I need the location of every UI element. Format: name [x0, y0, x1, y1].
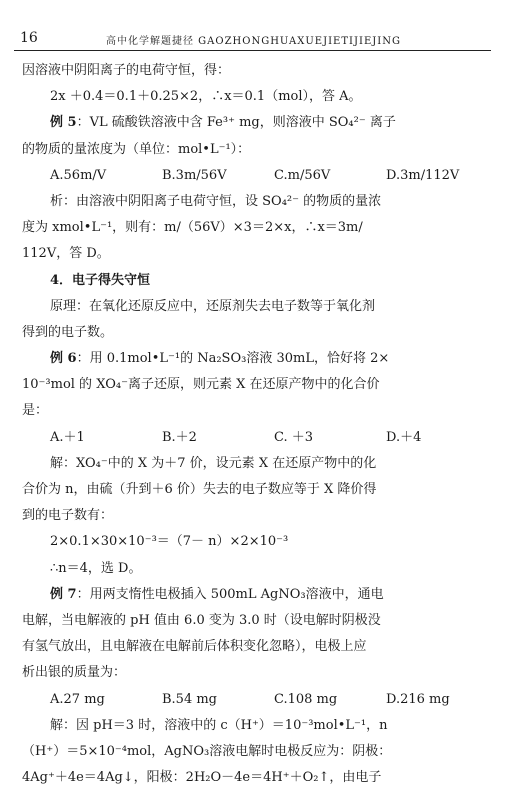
line-text: ：用 0.1mol•L⁻¹的 Na₂SO₃溶液 30mL，恰好将 2×: [76, 351, 390, 367]
bold-label: 例 5: [50, 115, 77, 131]
line-text: ：用两支惰性电极插入 500mL AgNO₃溶液中，通电: [76, 586, 384, 602]
line-text: 因溶液中阴阳离子的电荷守恒，得：: [22, 63, 231, 78]
answer-option: B.3m/56V: [162, 167, 227, 183]
text-line: [22, 739, 491, 765]
line-text: 10⁻³mol 的 XO₄⁻离子还原，则元素 X 在还原产物中的化合价: [22, 377, 380, 393]
text-line: [22, 634, 491, 660]
line-text: 的物质的量浓度为（单位：mol•L⁻¹）：: [22, 141, 251, 157]
text-line: [22, 189, 491, 215]
answer-option: C. ＋3: [274, 429, 314, 445]
line-text: 2×0.1×30×10⁻³＝（7－ n）×2×10⁻³: [50, 534, 289, 550]
page-number: 16: [20, 30, 38, 46]
text-line: [22, 503, 491, 529]
text-line: [22, 137, 491, 163]
answer-option: A.＋1: [50, 429, 85, 445]
text-line: [22, 215, 491, 241]
line-text: 4Ag⁺＋4e＝4Ag↓，阳极：2H₂O－4e＝4H⁺＋O₂↑，由电子: [22, 770, 382, 786]
text-line: [22, 372, 491, 398]
line-text: 到的电子数有：: [22, 508, 114, 524]
line-text: 电解，当电解液的 pH 值由 6.0 变为 3.0 时（设电解时阴极没: [22, 612, 381, 628]
answer-options: [22, 163, 491, 189]
line-text: 析：由溶液中阴阳离子电荷守恒，设 SO₄²⁻ 的物质的量浓: [50, 193, 382, 209]
text-line: [22, 660, 491, 686]
line-text: （H⁺）＝5×10⁻⁴mol，AgNO₃溶液电解时电极反应为：阴极：: [22, 743, 392, 759]
text-line: [22, 529, 491, 555]
text-line: [22, 268, 491, 294]
answer-option: D.＋4: [386, 429, 422, 445]
answer-options: [22, 425, 491, 451]
text-line: [22, 346, 491, 372]
line-text: 度为 xmol•L⁻¹，则有：m/（56V）×3＝2×x，∴x＝3m/: [22, 220, 363, 236]
text-line: [22, 58, 491, 84]
line-text: 有氢气放出，且电解液在电解前后体积变化忽略），电极上应: [22, 639, 367, 655]
text-line: [22, 84, 491, 110]
bold-label: 例 7: [50, 586, 77, 602]
bold-label: 例 6: [50, 351, 77, 367]
text-line: [22, 765, 491, 791]
text-line: [22, 556, 491, 582]
line-text: 112V，答 D。: [22, 246, 110, 262]
line-text: 是：: [22, 403, 49, 419]
line-text: 2x ＋0.4＝0.1＋0.25×2，∴x＝0.1（mol），答 A。: [50, 89, 362, 105]
text-line: [22, 582, 491, 608]
answer-option: C.m/56V: [274, 167, 331, 183]
text-line: [22, 398, 491, 424]
text-line: [22, 294, 491, 320]
line-text: 合价为 n，由硫（升到＋6 价）失去的电子数应等于 X 降价得: [22, 482, 377, 497]
line-text: 解：XO₄⁻中的 X 为＋7 价，设元素 X 在还原产物中的化: [50, 455, 377, 471]
answer-option: D.3m/112V: [386, 167, 460, 183]
page-header: [14, 28, 491, 51]
running-title: 高中化学解题捷径 GAOZHONGHUAXUEJIETIJIEJING: [106, 36, 401, 47]
line-text: 解：因 pH＝3 时，溶液中的 c（H⁺）＝10⁻³mol•L⁻¹，n: [50, 717, 388, 733]
line-text: ：VL 硫酸铁溶液中含 Fe³⁺ mg，则溶液中 SO₄²⁻ 离子: [76, 115, 396, 131]
text-line: [22, 477, 491, 503]
text-line: [22, 320, 491, 346]
text-line: [22, 608, 491, 634]
line-text: 析出银的质量为：: [22, 665, 127, 681]
line-text: 原理：在氧化还原反应中，还原剂失去电子数等于氧化剂: [50, 298, 376, 314]
answer-option: B.54 mg: [162, 691, 218, 707]
page-body: [22, 58, 491, 791]
text-line: [22, 241, 491, 267]
text-line: [22, 713, 491, 739]
answer-option: B.＋2: [162, 429, 197, 445]
line-text: ∴n＝4，选 D。: [50, 560, 142, 576]
text-line: [22, 451, 491, 477]
answer-option: D.216 mg: [386, 691, 450, 707]
text-line: [22, 110, 491, 136]
answer-option: C.108 mg: [274, 691, 338, 707]
answer-option: A.27 mg: [50, 691, 105, 707]
answer-option: A.56m/V: [50, 167, 107, 183]
line-text: 得到的电子数。: [22, 324, 114, 340]
answer-options: [22, 687, 491, 713]
bold-label: 4．电子得失守恒: [50, 272, 151, 288]
